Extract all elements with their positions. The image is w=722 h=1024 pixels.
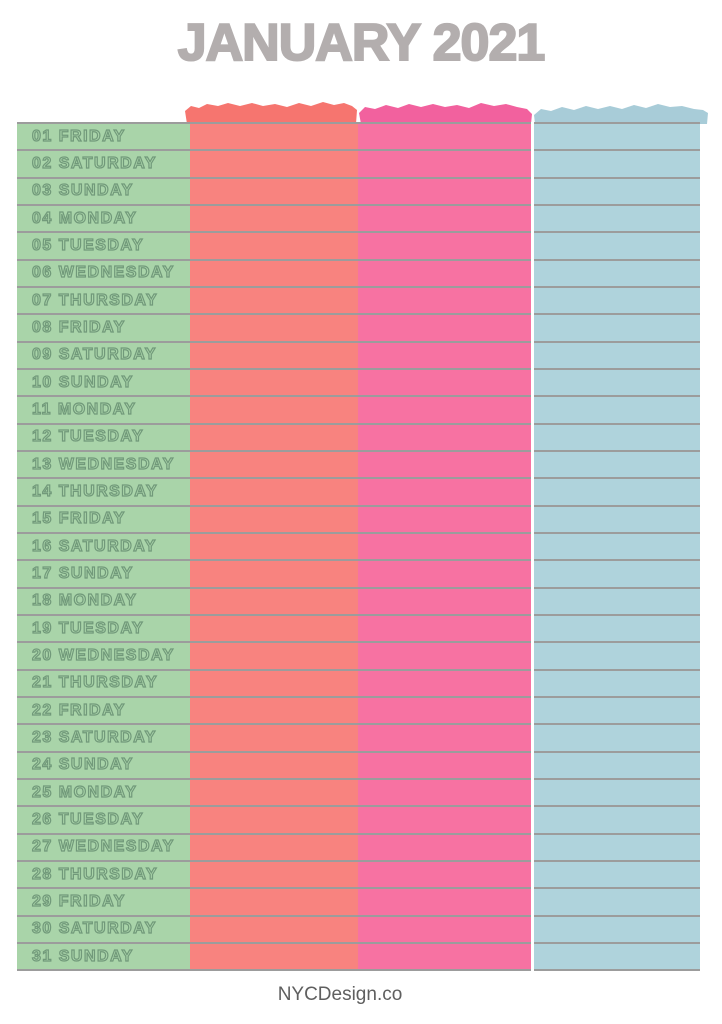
day-row-19: 19 TUESDAY <box>17 616 190 643</box>
day-row-23: 23 SATURDAY <box>17 725 190 752</box>
notes-cell <box>534 589 700 616</box>
day-row-04: 04 MONDAY <box>17 206 190 233</box>
notes-cell <box>358 589 531 616</box>
day-row-14: 14 THURSDAY <box>17 479 190 506</box>
notes-cell <box>534 616 700 643</box>
notes-cell <box>358 753 531 780</box>
notes-cell <box>534 233 700 260</box>
notes-cell <box>358 315 531 342</box>
day-row-16: 16 SATURDAY <box>17 534 190 561</box>
notes-cell <box>358 698 531 725</box>
day-row-29: 29 FRIDAY <box>17 889 190 916</box>
day-row-28: 28 THURSDAY <box>17 862 190 889</box>
footer-credit: NYCDesign.co <box>277 984 403 1005</box>
notes-cell <box>358 370 531 397</box>
notes-cell <box>190 917 358 944</box>
notes-cell <box>534 425 700 452</box>
day-row-22: 22 FRIDAY <box>17 698 190 725</box>
notes-column-salmon <box>190 122 358 971</box>
notes-cell <box>358 917 531 944</box>
day-row-12: 12 TUESDAY <box>17 425 190 452</box>
notes-cell <box>190 315 358 342</box>
notes-cell <box>358 561 531 588</box>
page-title: JANUARY 2021 <box>177 14 545 72</box>
notes-cell <box>534 643 700 670</box>
notes-cell <box>190 425 358 452</box>
notes-cell <box>358 725 531 752</box>
pink-brush-stroke-icon <box>359 103 532 124</box>
notes-cell <box>534 124 700 151</box>
notes-cell <box>534 206 700 233</box>
day-row-05: 05 TUESDAY <box>17 233 190 260</box>
notes-cell <box>190 261 358 288</box>
notes-cell <box>534 479 700 506</box>
notes-cell <box>358 807 531 834</box>
notes-cell <box>190 206 358 233</box>
notes-cell <box>358 425 531 452</box>
notes-cell <box>190 643 358 670</box>
notes-cell <box>534 944 700 971</box>
notes-cell <box>190 698 358 725</box>
day-row-25: 25 MONDAY <box>17 780 190 807</box>
day-row-13: 13 WEDNESDAY <box>17 452 190 479</box>
day-row-18: 18 MONDAY <box>17 589 190 616</box>
notes-cell <box>358 780 531 807</box>
notes-cell <box>534 288 700 315</box>
calendar-table <box>17 122 700 971</box>
notes-cell <box>190 343 358 370</box>
notes-cell <box>190 807 358 834</box>
notes-cell <box>358 124 531 151</box>
day-row-09: 09 SATURDAY <box>17 343 190 370</box>
notes-cell <box>358 671 531 698</box>
notes-cell <box>534 343 700 370</box>
notes-cell <box>358 233 531 260</box>
day-row-10: 10 SUNDAY <box>17 370 190 397</box>
notes-cell <box>190 862 358 889</box>
notes-cell <box>534 698 700 725</box>
notes-cell <box>190 561 358 588</box>
notes-cell <box>358 616 531 643</box>
notes-cell <box>190 452 358 479</box>
notes-cell <box>534 261 700 288</box>
notes-cell <box>358 835 531 862</box>
day-row-08: 08 FRIDAY <box>17 315 190 342</box>
notes-cell <box>534 151 700 178</box>
notes-cell <box>190 944 358 971</box>
day-row-31: 31 SUNDAY <box>17 944 190 971</box>
notes-cell <box>358 479 531 506</box>
notes-cell <box>358 643 531 670</box>
day-labels-column <box>17 122 190 971</box>
notes-cell <box>534 370 700 397</box>
notes-cell <box>358 452 531 479</box>
day-row-30: 30 SATURDAY <box>17 917 190 944</box>
notes-cell <box>358 534 531 561</box>
day-row-24: 24 SUNDAY <box>17 753 190 780</box>
day-row-15: 15 FRIDAY <box>17 507 190 534</box>
day-row-20: 20 WEDNESDAY <box>17 643 190 670</box>
day-row-26: 26 TUESDAY <box>17 807 190 834</box>
notes-cell <box>534 534 700 561</box>
notes-cell <box>190 370 358 397</box>
notes-cell <box>534 889 700 916</box>
notes-cell <box>190 124 358 151</box>
notes-cell <box>534 835 700 862</box>
notes-cell <box>190 288 358 315</box>
notes-cell <box>358 889 531 916</box>
notes-cell <box>534 780 700 807</box>
notes-cell <box>190 151 358 178</box>
notes-cell <box>534 315 700 342</box>
day-row-17: 17 SUNDAY <box>17 561 190 588</box>
notes-column-pink <box>358 122 531 971</box>
day-row-01: 01 FRIDAY <box>17 124 190 151</box>
notes-cell <box>190 233 358 260</box>
notes-cell <box>534 671 700 698</box>
notes-cell <box>190 589 358 616</box>
notes-cell <box>190 479 358 506</box>
notes-cell <box>534 725 700 752</box>
day-row-27: 27 WEDNESDAY <box>17 835 190 862</box>
notes-cell <box>358 179 531 206</box>
notes-cell <box>534 753 700 780</box>
day-row-02: 02 SATURDAY <box>17 151 190 178</box>
notes-cell <box>534 561 700 588</box>
notes-cell <box>358 288 531 315</box>
blue-brush-stroke-icon <box>534 104 708 124</box>
day-row-21: 21 THURSDAY <box>17 671 190 698</box>
notes-cell <box>190 780 358 807</box>
notes-cell <box>190 507 358 534</box>
day-row-11: 11 MONDAY <box>17 397 190 424</box>
notes-cell <box>534 179 700 206</box>
day-row-03: 03 SUNDAY <box>17 179 190 206</box>
notes-cell <box>534 807 700 834</box>
notes-cell <box>358 151 531 178</box>
notes-cell <box>190 725 358 752</box>
day-row-06: 06 WEDNESDAY <box>17 261 190 288</box>
notes-cell <box>190 534 358 561</box>
notes-cell <box>190 753 358 780</box>
notes-cell <box>534 452 700 479</box>
notes-cell <box>358 507 531 534</box>
header-brush-strokes <box>0 96 722 124</box>
notes-cell <box>358 206 531 233</box>
notes-cell <box>190 835 358 862</box>
notes-cell <box>190 671 358 698</box>
notes-cell <box>534 917 700 944</box>
notes-cell <box>358 862 531 889</box>
notes-cell <box>190 179 358 206</box>
notes-cell <box>190 616 358 643</box>
notes-cell <box>534 397 700 424</box>
notes-column-blue <box>534 122 700 971</box>
notes-cell <box>190 889 358 916</box>
day-row-07: 07 THURSDAY <box>17 288 190 315</box>
notes-cell <box>358 343 531 370</box>
notes-cell <box>358 261 531 288</box>
notes-cell <box>358 944 531 971</box>
salmon-brush-stroke-icon <box>185 102 357 124</box>
notes-cell <box>534 862 700 889</box>
notes-cell <box>190 397 358 424</box>
notes-cell <box>358 397 531 424</box>
notes-cell <box>534 507 700 534</box>
